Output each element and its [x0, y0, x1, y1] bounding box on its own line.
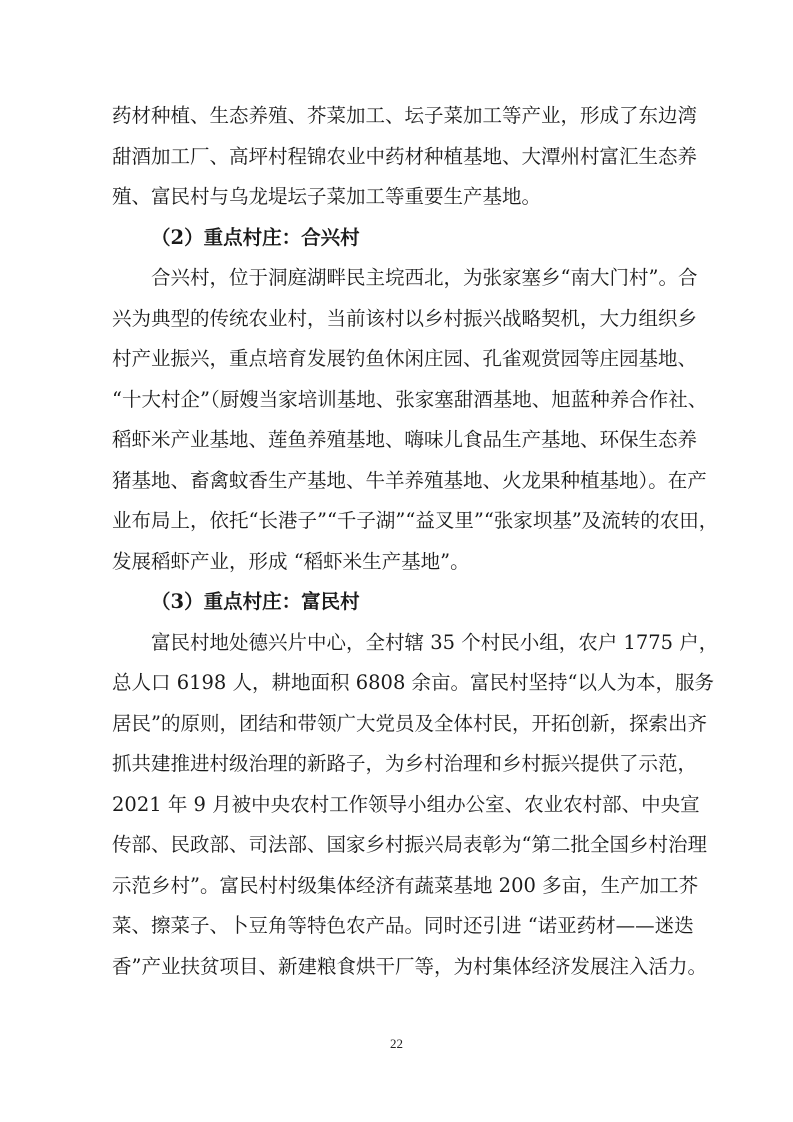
text-line: 稻虾米产业基地、莲鱼养殖基地、嗨味儿食品生产基地、环保生态养 — [112, 428, 698, 451]
page-body — [112, 96, 719, 987]
paragraph-2 — [112, 258, 719, 582]
text-line: 兴为典型的传统农业村，当前该村以乡村振兴战略契机，大力组织乡 — [112, 306, 698, 330]
text-line: 抓共建推进村级治理的新路子，为乡村治理和乡村振兴提供了示范， — [112, 752, 698, 775]
text-line: 发展稻虾产业，形成 “稻虾米生产基地”。 — [112, 549, 470, 573]
text-line: 香”产业扶贫项目、新建粮食烘干厂等，为村集体经济发展注入活力。 — [112, 954, 707, 978]
paragraph-1 — [112, 96, 698, 218]
text-line: 居民”的原则，团结和带领广大党员及全体村民，开拓创新，探索出齐 — [112, 711, 707, 735]
text-line: 合兴村，位于洞庭湖畔民主垸西北，为张家塞乡“南大门村”。合 — [151, 266, 698, 289]
text-line: 业布局上，依托“长港子”“千子湖”“益叉里”“张家坝基”及流转的农田， — [112, 509, 719, 532]
text-line: 村产业振兴，重点培育发展钓鱼休闲庄园、孔雀观赏园等庄园基地、 — [112, 347, 698, 370]
section-heading-fumin-village: （3）重点村庄：富民村 — [151, 590, 360, 613]
page-number: 22 — [390, 1036, 403, 1051]
text-line: 殖、富民村与乌龙堤坛子菜加工等重要生产基地。 — [112, 185, 542, 208]
text-line: 猪基地、畜禽蚊香生产基地、牛羊养殖基地、火龙果种植基地）。在产 — [112, 468, 707, 492]
text-line: “十大村企”（厨嫂当家培训基地、张家塞甜酒基地、旭蓝种养合作社、 — [112, 387, 708, 411]
text-line: 甜酒加工厂、高坪村程锦农业中药材种植基地、大潭州村富汇生态养 — [112, 144, 698, 168]
text-line: 传部、民政部、司法部、国家乡村振兴局表彰为“第二批全国乡村治理 — [112, 833, 707, 856]
paragraph-3 — [112, 623, 719, 988]
text-line: 菜、擦菜子、卜豆角等特色农产品。同时还引进 “诺亚药材——迷迭 — [112, 914, 694, 937]
text-line: 2021 年 9 月被中央农村工作领导小组办公室、农业农村部、中央宣 — [112, 792, 700, 816]
section-heading-hexing-village: （2）重点村庄：合兴村 — [151, 225, 360, 249]
text-line: 示范乡村”。富民村村级集体经济有蔬菜基地 200 多亩，生产加工芥 — [112, 873, 699, 897]
text-line: 富民村地处德兴片中心，全村辖 35 个村民小组，农户 1775 户， — [151, 630, 719, 654]
text-line: 药材种植、生态养殖、芥菜加工、坛子菜加工等产业，形成了东边湾 — [112, 104, 698, 127]
text-line: 总人口 6198 人，耕地面积 6808 余亩。富民村坚持“以人为本，服务 — [112, 671, 715, 694]
